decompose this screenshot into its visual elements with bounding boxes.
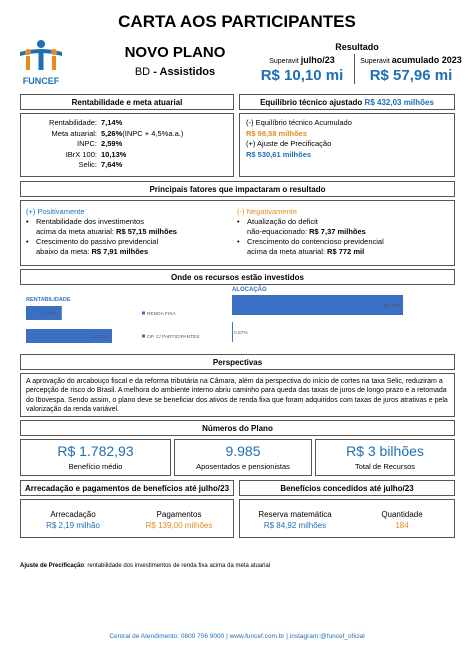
arrec-label-1: Arrecadação	[50, 510, 96, 519]
benef-header	[239, 480, 455, 496]
rentab-box	[20, 113, 234, 177]
sup-label-2: Superavit	[360, 58, 390, 65]
equil-box	[239, 113, 455, 177]
bullet-icon: •	[26, 217, 29, 226]
rentab-value: 10,13%	[101, 149, 127, 159]
fatores-negative	[237, 207, 451, 257]
rentab-label: IBrX 100:	[65, 149, 97, 159]
rentab-row	[21, 129, 233, 140]
pos-item-l2: acima da meta atuarial:	[36, 227, 117, 236]
numeros-box-3	[315, 439, 455, 476]
rentab-row	[21, 160, 233, 171]
neg-item-l1: Crescimento do contencioso previdencial	[247, 237, 384, 246]
chart-title: ALOCAÇÃO	[232, 287, 267, 293]
benef-value-2: 184	[395, 521, 409, 530]
resultado-divider	[354, 54, 355, 84]
rentab-value: 7,14%	[101, 118, 123, 127]
footnote-label: Ajuste de Precificação	[20, 563, 85, 569]
rentab-extra: (INPC + 4,5%a.a.)	[122, 128, 184, 138]
pos-item-l1: Crescimento do passivo previdencial	[36, 237, 159, 246]
rentab-label: INPC:	[76, 139, 97, 148]
sup-period-2: acumulado 2023	[391, 55, 462, 65]
numeros-label: Total de Recursos	[354, 462, 416, 471]
numeros-value: R$ 1.782,93	[57, 443, 134, 459]
neg-title: (-) Negativamente	[237, 207, 298, 216]
chart-value-label: 17,03%	[91, 335, 108, 340]
benef-label-1: Reserva matemática	[258, 510, 332, 519]
chart-bar	[232, 295, 403, 315]
fatores-box	[20, 200, 455, 266]
plan-subtitle	[100, 66, 250, 78]
numeros-value: 9.985	[225, 443, 261, 459]
superavit-period-1	[252, 55, 352, 65]
chart-category-label: RENDA FIXA	[147, 312, 176, 317]
rentab-row	[21, 118, 233, 129]
equil-header	[239, 94, 455, 110]
plan-sub-prefix: BD	[134, 66, 151, 78]
arrec-box	[20, 499, 234, 538]
footnote	[20, 563, 270, 569]
recursos-header	[20, 269, 455, 285]
perspectivas-title: Perspectivas	[212, 357, 263, 367]
neg-item-value: R$ 7,37 milhões	[309, 227, 366, 236]
sup-period-1: julho/23	[300, 55, 335, 65]
page-title: CARTA AOS PARTICIPANTES	[118, 12, 356, 31]
rentab-label: Meta atuarial:	[51, 128, 97, 138]
benef-box	[239, 499, 455, 538]
perspectivas-text: A aprovação do arcabouço fiscal e da reforma tributária na Câmara, além da perspectiva do início de cortes na taxa Selic, reduziram a percepção de risco do Brasil. A melhora do ambiente interno abriu caminho para queda das taxas de juros de longo prazo e a retomada do Ibovespa. Sendo assim, o plano deve se beneficiar dos ativos de renda fixa que foram adquiridos com taxas de juros atrativas e pela valorização da renda variável.	[26, 378, 448, 414]
fatores-positive	[26, 207, 231, 257]
bullet-icon: •	[237, 237, 240, 246]
legend-swatch	[142, 335, 145, 338]
plan-sub-suffix: - Assistidos	[153, 66, 216, 78]
numeros-box-2	[174, 439, 312, 476]
bullet-icon: •	[237, 217, 240, 226]
benef-title: Benefícios concedidos até julho/23	[280, 483, 414, 493]
chart-value-label: 99,43%	[383, 304, 401, 309]
logo-text: FUNCEF	[22, 76, 60, 86]
pos-item-value: R$ 7,91 milhões	[91, 247, 149, 256]
neg-item-value: R$ 772 mil	[327, 247, 365, 256]
equil-line-1: (-) Equilíbrio técnico Acumulado	[246, 118, 352, 127]
perspectivas-box	[20, 373, 455, 417]
chart-title: RENTABILIDADE	[26, 297, 71, 303]
arrec-value-2: R$ 139,00 milhões	[145, 521, 213, 530]
chart-bar	[232, 322, 233, 342]
chart-value-label: 0,57%	[234, 331, 248, 336]
sup-label-1: Superavit	[269, 58, 299, 65]
pos-item	[26, 217, 231, 237]
chart-value-label: 7,09%	[44, 312, 58, 317]
footnote-text: : rentabilidade dos investimentos de renda fixa acima da meta atuarial	[84, 563, 271, 569]
numeros-box-1	[20, 439, 171, 476]
arrec-header	[20, 480, 234, 496]
equil-line-2-value: R$ 530,61 milhões	[246, 149, 312, 159]
resultado-label: Resultado	[335, 42, 379, 52]
equil-title: Equilíbrio técnico ajustado	[260, 97, 363, 107]
funcef-logo-icon	[18, 38, 64, 72]
arrec-value-1: R$ 2,19 milhão	[46, 521, 100, 530]
chart-category-label: OP. C/ PARTICIPANTES	[147, 335, 200, 340]
numeros-title: Números do Plano	[202, 423, 273, 433]
rentab-value: 2,59%	[101, 139, 123, 148]
plan-name: NOVO PLANO	[124, 44, 226, 61]
equil-line-2: (+) Ajuste de Precificação	[246, 139, 332, 148]
numeros-value: R$ 3 bilhões	[346, 443, 424, 459]
arrec-label-2: Pagamentos	[156, 510, 202, 519]
equil-line-1-value: R$ 98,58 milhões	[246, 128, 307, 138]
rentab-row	[21, 150, 233, 161]
alocacao-chart	[228, 285, 456, 349]
numeros-label: Benefício médio	[68, 462, 123, 471]
recursos-title: Onde os recursos estão investidos	[171, 272, 304, 282]
neg-item-l2: não-equacionado:	[247, 227, 310, 236]
superavit-value-2: R$ 57,96 mi	[369, 67, 453, 84]
numeros-header	[20, 420, 455, 436]
rentab-title: Rentabilidade e meta atuarial	[71, 97, 183, 107]
superavit-period-2	[357, 55, 465, 65]
fatores-title: Principais fatores que impactaram o resultado	[149, 184, 326, 194]
benef-label-2: Quantidade	[381, 510, 423, 519]
rentab-row	[21, 139, 233, 150]
bullet-icon: •	[26, 237, 29, 246]
superavit-value-1: R$ 10,10 mi	[260, 67, 344, 84]
neg-item-l2: acima da meta atuarial:	[247, 247, 328, 256]
neg-item	[237, 217, 451, 237]
rentab-value: 5,26%	[101, 128, 123, 138]
fatores-header	[20, 181, 455, 197]
neg-item-l1: Atualização do deficit	[247, 217, 318, 226]
perspectivas-header	[20, 354, 455, 370]
rentabilidade-chart	[20, 287, 230, 349]
funcef-logo	[18, 38, 64, 86]
rentab-header	[20, 94, 234, 110]
rentab-label: Selic:	[78, 160, 97, 169]
rentab-label: Rentabilidade:	[49, 118, 97, 127]
arrec-title: Arrecadação e pagamentos de benefícios até julho/23	[24, 483, 230, 493]
pos-item-l1: Rentabilidade dos investimentos	[36, 217, 144, 226]
pos-item-l2: abaixo da meta:	[36, 247, 92, 256]
numeros-label: Aposentados e pensionistas	[196, 462, 290, 471]
rentab-value: 7,64%	[101, 160, 123, 169]
benef-value-1: R$ 84,92 milhões	[263, 521, 327, 530]
pos-title: (+) Positivamente	[26, 207, 85, 216]
pos-item	[26, 237, 231, 257]
neg-item	[237, 237, 451, 257]
equil-title-value: R$ 432,03 milhões	[364, 97, 434, 107]
pos-item-value: R$ 57,15 milhões	[116, 227, 177, 236]
legend-swatch	[142, 312, 145, 315]
footer-contact: Central de Atendimento: 0800 706 9000 | www.funcef.com.br | instagram:@funcef_oficial	[109, 633, 365, 640]
